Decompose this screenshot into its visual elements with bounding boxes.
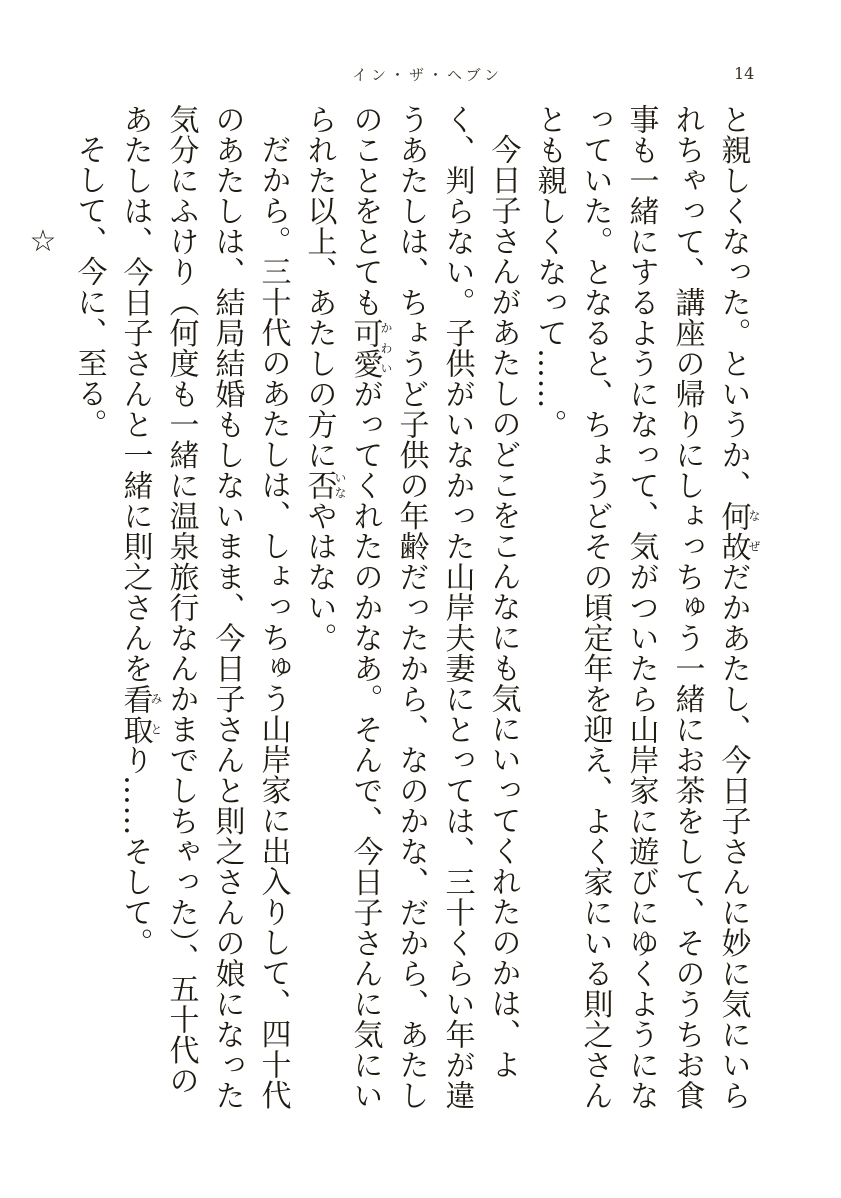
paragraph-2: 今日子さんがあたしのどこをこんなにも気にいってくれたのかは、よく、判らない。子供がいなかった山岸夫妻にとっては、三十くらい年が違うあたしは、ちょうど子供の年齢だったから、なのかな、だから、あたしのことをとても可愛かわいがってくれたのかなあ。そんで、今日子さんに気にいられた以上、あたしの方に否いなやはない。 <box>301 104 521 1111</box>
section-break-star: ☆ <box>25 224 61 260</box>
page-number: 14 <box>734 64 755 83</box>
paragraph-4: そして、今に、至る。 <box>71 134 107 439</box>
paragraph-1: と親しくなった。というか、何故なぜだかあたし、今日子さんに妙に気にいられちゃって、講座の帰りにしょっちゅう一緒にお茶をして、そのうちお食事も一緒にするようになって、気がついたら山岸家に遊びにゆくようになっていた。となると、ちょうどその頃定年を迎え、よく家にいる則之さんとも親しくなって……。 <box>531 104 761 1111</box>
novel-body-text <box>25 104 761 1116</box>
running-head-title: イン・ザ・ヘブン <box>352 66 503 84</box>
paragraph-3: だから。三十代のあたしは、しょっちゅう山岸家に出入りして、四十代のあたしは、結局結婚もしないまま、今日子さんと則之さんの娘になった気分にふけり（何度も一緒に温泉旅行なんかまでしちゃった）、五十代のあたしは、今日子さんと一緒に則之さんを看取みとり……そして。 <box>117 104 291 1111</box>
